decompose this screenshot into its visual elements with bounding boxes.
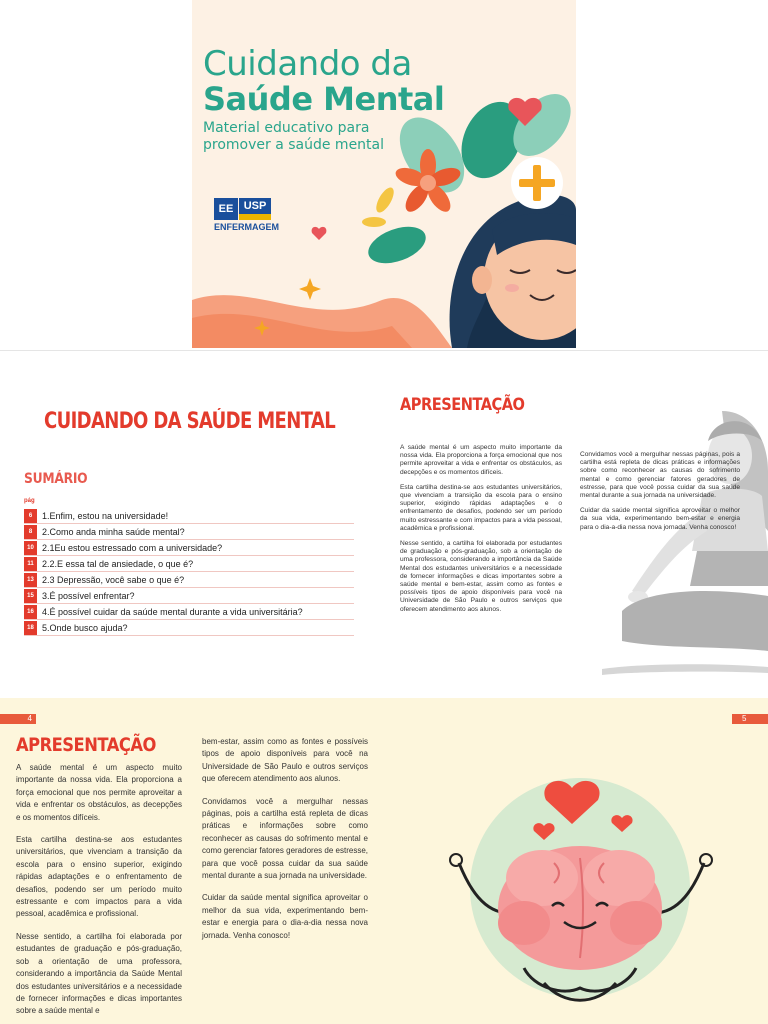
toc-item[interactable] xyxy=(24,620,354,636)
page-number-right: 5 xyxy=(732,714,768,724)
logo-ee: EE xyxy=(214,198,238,220)
toc-item[interactable] xyxy=(24,556,354,572)
paragraph: Cuidar da saúde mental significa aproveitar o melhor da sua vida, experimentando bem-estar e energia para o dia-a-dia nessa nova jornada. Venha conosco! xyxy=(202,893,368,940)
page-number-left: 4 xyxy=(0,714,36,724)
paragraph: Nesse sentido, a cartilha foi elaborada por estudantes de graduação e pós-graduação, sob a orientação de uma professora, considerando a importância da Saúde Mental dos estudantes universitários e a necessidade de fornecer informações e dicas importantes sobre a saúde mental e xyxy=(16,931,182,1016)
apresentacao-spread xyxy=(0,698,768,1024)
meditating-brain-illustration xyxy=(414,738,744,1024)
toc-item[interactable] xyxy=(24,572,354,588)
yoga-woman-illustration xyxy=(602,401,768,691)
summary-page xyxy=(0,351,384,699)
toc-item-text: 3.É possível enfrentar? xyxy=(42,590,135,601)
apresentacao-col2 xyxy=(202,736,368,952)
summary-title: CUIDANDO DA SAÚDE MENTAL xyxy=(44,409,336,434)
cover-subtitle-line1: Material educativo para xyxy=(203,120,370,136)
toc-item-text: 4.É possível cuidar da saúde mental durante a vida universitária? xyxy=(42,606,303,617)
toc-page-number: 15 xyxy=(24,589,37,603)
toc-item-text: 1.Enfim, estou na universidade! xyxy=(42,510,169,521)
paragraph: Convidamos você a mergulhar nessas páginas, pois a cartilha está repleta de dicas práticas e informações sobre como reconhecer as causas do sofrimento mental e como gerenciar fatores geradores de estresse, para que você possa cuidar da sua saúde mental durante a sua jornada na universidade. xyxy=(580,451,740,500)
summary-spread xyxy=(0,350,768,698)
toc-item[interactable] xyxy=(24,604,354,620)
paragraph: bem-estar, assim como as fontes e possíveis tipos de apoio disponíveis para você na Universidade de São Paulo e outros serviços que oferecem atendimento aos alunos. xyxy=(202,737,368,784)
apresentacao-page-right xyxy=(384,698,768,1024)
toc-item-text: 2.1Eu estou estressado com a universidade? xyxy=(42,542,223,553)
paragraph: Esta cartilha destina-se aos estudantes universitários, que vivenciam a transição da escola para o ensino superior, exigindo rápidas adaptações e o enfrentamento de desafios, podendo ser um período muito estressante e com impactos para a vida pessoal, acadêmica e profissional. xyxy=(16,835,182,919)
cover-title-line2: Saúde Mental xyxy=(203,80,445,118)
toc-page-number: 18 xyxy=(24,621,37,635)
toc-item[interactable] xyxy=(24,540,354,556)
eeusp-logo xyxy=(214,198,279,232)
paragraph: A saúde mental é um aspecto muito importante da nossa vida. Ela proporciona a força emocional que nos permite aproveitar a vida e enfrentar os obstáculos, as decepções e os momentos difíceis. xyxy=(16,763,182,822)
toc-page-number: 16 xyxy=(24,605,37,619)
apresentacao-title: APRESENTAÇÃO xyxy=(16,734,156,756)
sumario-heading: SUMÁRIO xyxy=(24,471,88,487)
apresentacao-small-col2 xyxy=(580,451,740,539)
paragraph: A saúde mental é um aspecto muito importante da nossa vida. Ela proporciona a força emocional que nos permite aproveitar a vida e enfrentar os obstáculos, as decepções e os momentos difíceis. xyxy=(400,444,562,476)
toc-item-text: 2.Como anda minha saúde mental? xyxy=(42,526,185,537)
apresentacao-title-small: APRESENTAÇÃO xyxy=(400,395,525,415)
paragraph: Nesse sentido, a cartilha foi elaborada por estudantes de graduação e pós-graduação, sob a orientação de uma professora, considerando a importância da Saúde Mental dos estudantes universitários e a necessidade de fornecer informações e dicas importantes sobre a saúde mental e bem-estar, assim como as fontes e possíveis tipos de apoio disponíveis para você na Universidade de São Paulo e outros serviços que oferecem atendimento aos alunos. xyxy=(400,540,562,613)
toc-item-text: 2.3 Depressão, você sabe o que é? xyxy=(42,574,185,585)
cover-page xyxy=(192,0,576,348)
paragraph: Cuidar da saúde mental significa aproveitar o melhor da sua vida, experimentando bem-estar e energia para o dia-a-dia nessa nova jornada. Venha conosco! xyxy=(580,507,740,531)
cover-subtitle-line2: promover a saúde mental xyxy=(203,137,385,153)
toc-item[interactable] xyxy=(24,508,354,524)
toc-page-number: 10 xyxy=(24,541,37,555)
toc-page-number: 11 xyxy=(24,557,37,571)
logo-enfermagem: ENFERMAGEM xyxy=(214,222,279,232)
toc-item-text: 2.2.E essa tal de ansiedade, o que é? xyxy=(42,558,194,569)
apresentacao-col1 xyxy=(16,762,182,1024)
toc-item-text: 5.Onde busco ajuda? xyxy=(42,622,128,633)
paragraph: Convidamos você a mergulhar nessas páginas, pois a cartilha está repleta de dicas práticas e informações sobre como reconhecer as causas do sofrimento mental e como gerenciar fatores geradores de estresse, para que você possa cuidar da sua saúde mental durante a sua jornada na universidade. xyxy=(202,796,368,881)
logo-usp: USP xyxy=(239,198,271,220)
apresentacao-small-col1 xyxy=(400,444,562,621)
pag-label: pág xyxy=(24,498,35,504)
apresentacao-small-page xyxy=(384,351,768,699)
toc-item[interactable] xyxy=(24,588,354,604)
toc-page-number: 6 xyxy=(24,509,37,523)
toc-page-number: 8 xyxy=(24,525,37,539)
apresentacao-page-left xyxy=(0,698,384,1024)
toc-page-number: 13 xyxy=(24,573,37,587)
cover-subtitle xyxy=(203,120,423,154)
paragraph: Esta cartilha destina-se aos estudantes universitários, que vivenciam a transição da escola para o ensino superior, exigindo rápidas adaptações e o enfrentamento de desafios, podendo ser um período muito estressante e com impactos para a vida pessoal, acadêmica e profissional. xyxy=(400,483,562,532)
toc-item[interactable] xyxy=(24,524,354,540)
table-of-contents xyxy=(24,508,354,636)
cover-title-line1: Cuidando da xyxy=(203,44,412,84)
